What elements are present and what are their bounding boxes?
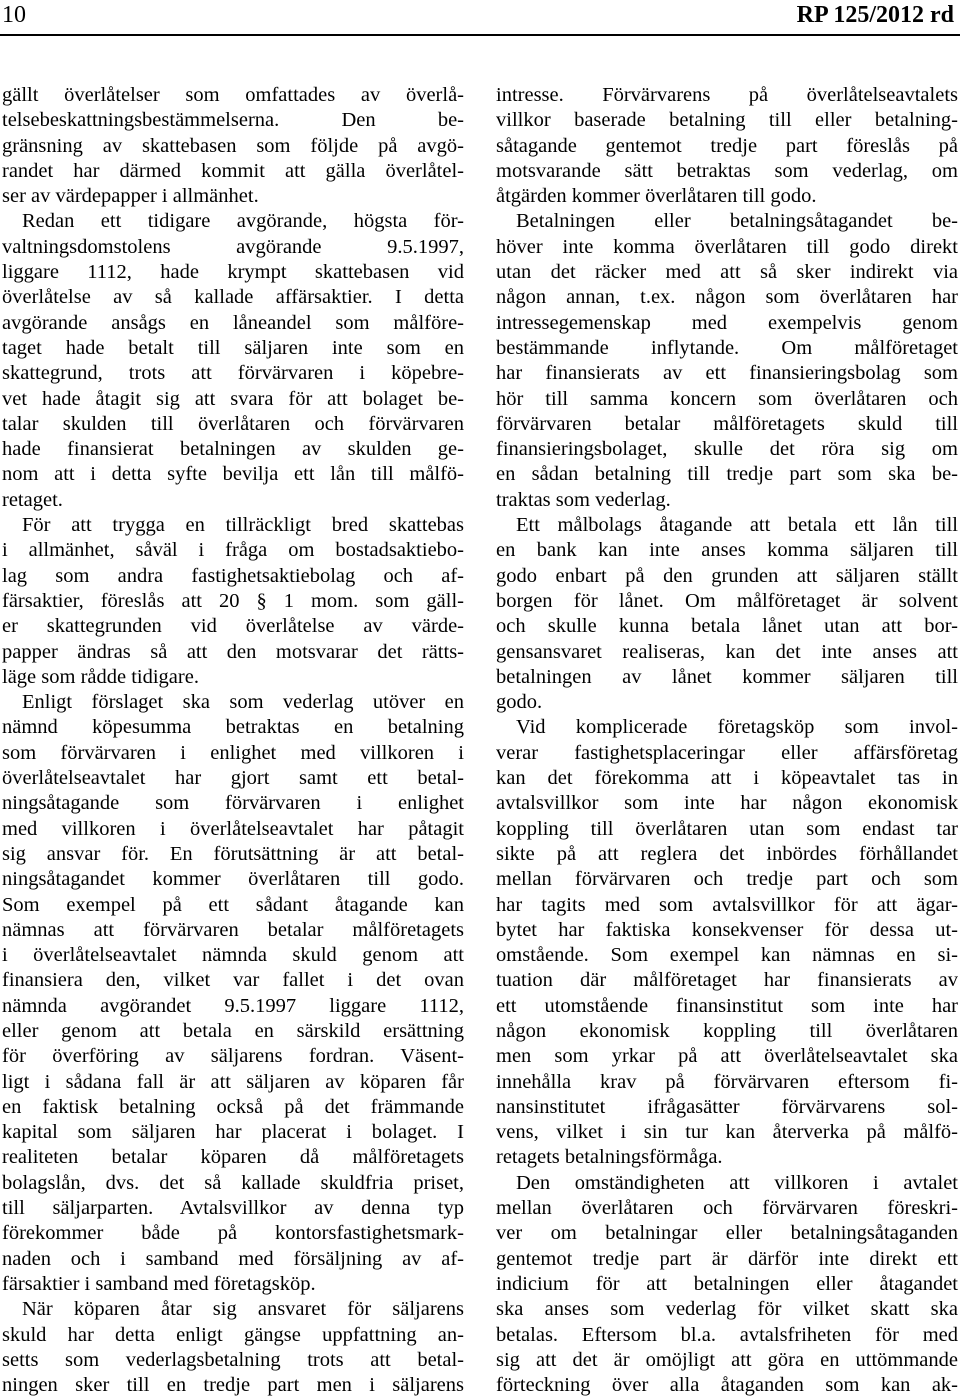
text-line: kapital som säljaren har placerat i bolaget. I [2,1121,464,1144]
text-line: hade finansierat betalningen av skulden ge- [2,438,464,461]
text-line: Ett målbolags åtagande att betala ett lån till [516,514,958,537]
page-number: 10 [2,2,26,28]
text-line: nämnda avgörandet 9.5.1997 liggare 1112, [2,994,464,1017]
text-line: setts som vederlagsbetalning trots att betal- [2,1348,464,1371]
text-line: har tagits med som avtalsvillkor för att ägar- [496,893,958,916]
text-line: sikte på att reglera det inbördes förhållandet [496,842,958,865]
text-line: gränsning av skattebasen som följde på avgö- [2,134,464,157]
text-line: för överföring av säljarens fordran. Väsent- [2,1045,464,1068]
text-line: Betalningen eller betalningsåtagandet be- [516,210,958,233]
text-line: valtningsdomstolens avgörande 9.5.1997, [2,235,464,258]
text-line: ningen sker till en tredje part men i säljarens [2,1374,464,1397]
text-line: till säljarparten. Avtalsvillkor av denna typ [2,1197,464,1220]
text-line: en bank kan inte anses komma säljaren till [496,539,958,562]
text-line: höver inte komma överlåtaren till godo direkt [496,235,958,258]
text-line: Redan ett tidigare avgörande, högsta för- [22,210,464,233]
text-line: kan det förekomma att i köpeavtalet tas in [496,767,958,790]
text-line: någon annan, t.ex. någon som överlåtaren har [496,286,958,309]
text-line: finansieringsbolaget, skulle det röra sig om [496,438,958,461]
text-line: läge som rådde tidigare. [2,665,199,688]
text-line: förteckning över alla åtaganden som kan ak- [496,1374,958,1397]
text-line: en faktisk betalning också på det främmande [2,1095,464,1118]
text-line: omstående. Som exempel kan nämnas en si- [496,944,958,967]
text-line: Som exempel på ett sådant åtagande kan [2,893,464,916]
text-line: avgörande ansågs en låneandel som målföre- [2,311,464,334]
text-line: överlåtelseavtalet har gjort samt ett betal- [2,767,464,790]
text-line: som förvärvaren i enlighet med villkoren i [2,741,464,764]
text-line: gentemot tredje part är därför inte direkt ett [496,1247,958,1270]
text-line: telsebeskattningsbestämmelserna. Den be- [2,109,464,132]
text-line: utan det räcker med att så sker indirekt via [496,261,958,284]
text-line: någon ekonomisk koppling till överlåtaren [496,1019,958,1042]
text-line: en sådan betalning till tredje part som ska be- [496,463,958,486]
page-header [0,0,960,40]
text-line: retagets betalningsförmåga. [496,1146,723,1169]
text-line: borgen för lånet. Om målföretaget är solvent [496,589,958,612]
text-line: vet hade åtagit sig att svara för att bolaget be- [2,387,464,410]
text-line: i överlåtelseavtalet nämnda skuld genom att [2,944,464,967]
text-line: papper ändras så att den motsvarar det rätts- [2,640,464,663]
text-line: i allmänhet, såväl i fråga om bostadsaktiebo- [2,539,464,562]
text-line: bytet har faktiska konsekvenser för dessa ut- [496,918,958,941]
text-line: taget hade betalt till säljaren inte som en [2,336,464,359]
text-line: tuation där målföretaget har finansierats av [496,969,958,992]
text-line: godo enbart på den grunden att säljaren ställt [496,564,958,587]
text-line: verar fastighetsplaceringar eller affärsföretag [496,741,958,764]
text-line: mellan förvärvaren och tredje part och som [496,868,958,891]
text-line: talar skulden till överlåtaren och förvärvaren [2,412,464,435]
text-line: finansiera den, vilket var fallet i det ovan [2,969,464,992]
text-line: mellan överlåtaren och förvärvaren föreskri- [496,1197,958,1220]
text-line: gensansvaret realiseras, kan det inte anses att [496,640,958,663]
text-line: För att trygga en tillräckligt bred skattebas [22,514,464,537]
text-line: er skattegrunden vid överlåtelse av värde- [2,615,464,638]
text-line: När köparen åtar sig ansvaret för säljarens [22,1298,464,1321]
text-line: koppling till överlåtaren utan som endast tar [496,817,958,840]
text-line: ver om betalningar eller betalningsåtaganden [496,1222,958,1245]
text-line: ett utomstående finansinstitut som inte har [496,994,958,1017]
text-line: innehålla krav på förvärvaren eftersom fi- [496,1070,958,1093]
text-line: Den omständigheten att villkoren i avtalet [516,1171,958,1194]
text-line: bestämmande inflytande. Om målföretaget [496,336,958,359]
document-id: RP 125/2012 rd [796,2,954,28]
text-line: skuld har detta enligt gängse uppfattning an- [2,1323,464,1346]
text-line: nämnd köpesumma betraktas en betalning [2,716,464,739]
text-line: avtalsvillkor som inte har någon ekonomisk [496,792,958,815]
text-line: färsaktier, föreslås att 20 § 1 mom. som gäll- [2,589,464,612]
text-line: ningsåtagandet kommer överlåtaren till godo. [2,868,464,891]
text-line: ligt i sådana fall är att säljaren av köparen får [2,1070,464,1093]
text-line: sig ansvar för. En förutsättning är att betal- [2,842,464,865]
text-line: liggare 1112, hade krympt skattebasen vid [2,261,464,284]
text-line: naden och i samband med försäljning av af- [2,1247,464,1270]
text-line: med villkoren i överlåtelseavtalet har påtagit [2,817,464,840]
text-line: hör till samma koncern som överlåtaren och [496,387,958,410]
text-line: ska anses som vederlag för vilket skatt ska [496,1298,958,1321]
text-line: sig att det är omöjligt att göra en uttömmande [496,1348,958,1371]
text-line: såtagande gentemot tredje part föreslås på [496,134,958,157]
text-line: traktas som vederlag. [496,488,671,511]
left-text-column [2,83,464,1398]
right-text-column [496,83,958,1398]
text-line: intresse. Förvärvarens på överlåtelseavtalets [496,84,958,106]
text-line: intressegemenskap med exempelvis genom [496,311,958,334]
text-line: förekommer både på kontorsfastighetsmark- [2,1222,464,1245]
text-line: nansinstitutet ifrågasätter förvärvarens sol- [496,1095,958,1118]
text-line: randet har därmed kommit att gälla överlåtel- [2,159,464,182]
text-line: betalas. Eftersom bl.a. avtalsfriheten för med [496,1323,958,1346]
text-line: och skulle kunna betala lånet utan att bor- [496,615,958,638]
text-line: men som yrkar på att överlåtelseavtalet ska [496,1045,958,1068]
text-line: färsaktier i samband med företagsköp. [2,1272,316,1295]
text-line: ser av värdepapper i allmänhet. [2,185,259,208]
text-line: eller genom att betala en särskild ersättning [2,1019,464,1042]
text-line: betalningen av lånet kommer säljaren till [496,665,958,688]
text-line: Enligt förslaget ska som vederlag utöver en [22,691,464,714]
text-line: förvärvaren betalar målföretagets skuld till [496,412,958,435]
text-line: vens, vilket i sin tur kan återverka på målfö- [496,1121,958,1144]
text-line: nom att i detta syfte bevilja ett lån till målfö- [2,463,464,486]
text-line: ningsåtagande som förvärvaren i enlighet [2,792,464,815]
text-line: skattegrund, trots att förvärvaren i köpebre- [2,362,464,385]
header-rule [0,34,960,36]
text-line: har finansierats av ett finansieringsbolag som [496,362,958,385]
text-line: villkor baserade betalning till eller betalning- [496,109,958,132]
text-line: realiteten betalar köparen då målföretagets [2,1146,464,1169]
text-line: bolagslån, dvs. det så kallade skuldfria priset, [2,1171,464,1194]
text-line: indicium för att betalningen eller åtagandet [496,1272,958,1295]
text-line: Vid komplicerade företagsköp som invol- [516,716,958,739]
text-line: godo. [496,691,543,714]
text-line: överlåtelse av så kallade affärsaktier. I detta [2,286,464,309]
text-line: nämnas att förvärvaren betalar målföretagets [2,918,464,941]
text-line: åtgärden kommer överlåtaren till godo. [496,185,817,208]
text-line: retaget. [2,488,63,511]
text-line: motsvarande sätt betraktas som vederlag, om [496,159,958,182]
text-line: lag som andra fastighetsaktiebolag och af- [2,564,464,587]
text-line: gällt överlåtelser som omfattades av överlå- [2,84,464,106]
